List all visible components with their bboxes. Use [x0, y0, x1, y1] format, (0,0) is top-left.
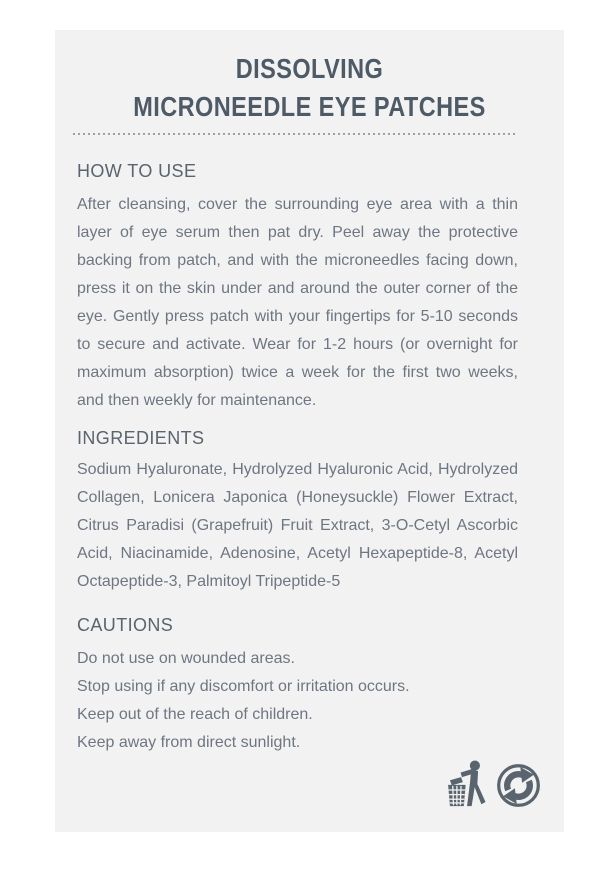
ingredients-section [77, 428, 518, 596]
cautions-section [77, 615, 518, 757]
label-content [77, 161, 518, 757]
product-label-card [55, 30, 564, 832]
caution-item: Keep away from direct sunlight. [77, 734, 301, 751]
cautions-list [77, 645, 518, 757]
product-title [55, 50, 564, 126]
green-dot-icon [496, 763, 541, 808]
cautions-heading: CAUTIONS [77, 615, 174, 635]
caution-item: Stop using if any discomfort or irritation occurs. [77, 678, 410, 695]
product-title-line2: MICRONEEDLE EYE PATCHES [133, 91, 486, 122]
how-to-use-section [77, 161, 518, 415]
tidy-man-icon [447, 760, 488, 808]
how-to-use-heading: HOW TO USE [77, 161, 197, 181]
footer-symbols [447, 760, 541, 808]
caution-item: Keep out of the reach of children. [77, 706, 313, 723]
dotted-divider [73, 133, 515, 135]
product-title-line1: DISSOLVING [235, 53, 384, 84]
ingredients-heading: INGREDIENTS [77, 428, 205, 448]
caution-item: Do not use on wounded areas. [77, 650, 295, 667]
ingredients-text: Sodium Hyaluronate, Hydrolyzed Hyaluronic Acid, Hydrolyzed Collagen, Lonicera Japonica (Honeysuckle) Flower Extract, Citrus Paradisi (Grapefruit) Fruit Extract, 3-O-Cetyl Ascorbic Acid, Niacinamide, Adenosine, Acetyl Hexapeptide-8, Acetyl Octapeptide-3, Palmitoyl Tripeptide-5 [77, 461, 518, 590]
how-to-use-text: After cleansing, cover the surrounding eye area with a thin layer of eye serum then pat dry. Peel away the protective backing from patch, and with the microneedles facing down, press it on the skin under and around the outer corner of the eye. Gently press patch with your fingertips for 5-10 seconds to secure and activate. Wear for 1-2 hours (or overnight for maximum absorption) twice a week for the first two weeks, and then weekly for maintenance. [77, 196, 518, 409]
